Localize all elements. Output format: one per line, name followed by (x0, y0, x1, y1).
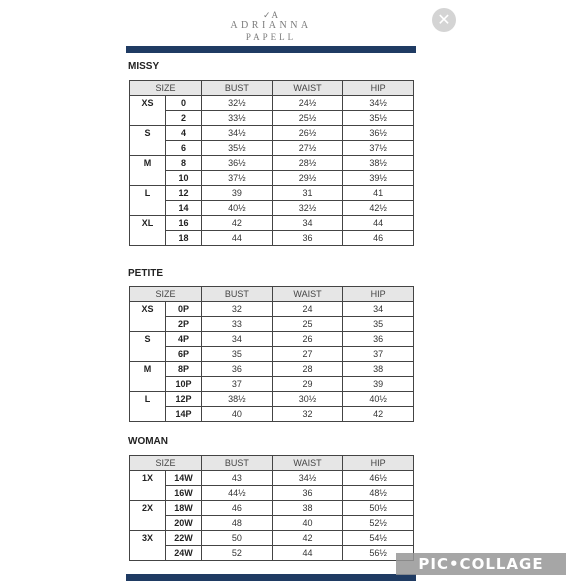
bust-cell: 42 (202, 216, 273, 231)
table-row (130, 392, 414, 407)
hip-cell: 46 (343, 231, 414, 246)
table-row (130, 362, 414, 377)
letter-size-cell (130, 317, 166, 332)
hip-cell: 39½ (343, 171, 414, 186)
brand-mark: ✓A (262, 10, 280, 20)
brand-name-line2: PAPELL (245, 32, 297, 42)
numeric-size-cell: 20W (166, 516, 202, 531)
numeric-size-cell: 0 (166, 96, 202, 111)
table-row (130, 186, 414, 201)
waist-cell: 29 (272, 377, 343, 392)
numeric-size-cell: 8 (166, 156, 202, 171)
table-row (130, 546, 414, 561)
letter-size-cell (130, 347, 166, 362)
table-row (130, 407, 414, 422)
letter-size-cell: M (130, 362, 166, 377)
header-size: SIZE (130, 287, 202, 302)
header-bust: BUST (202, 456, 273, 471)
table-row (130, 471, 414, 486)
letter-size-cell (130, 141, 166, 156)
bust-cell: 52 (202, 546, 273, 561)
bust-cell: 40½ (202, 201, 273, 216)
bust-cell: 50 (202, 531, 273, 546)
size-chart-sheet (126, 0, 416, 580)
table-row (130, 231, 414, 246)
woman-size-table (129, 455, 414, 561)
waist-cell: 40 (272, 516, 343, 531)
petite-size-table (129, 286, 414, 422)
numeric-size-cell: 2P (166, 317, 202, 332)
waist-cell: 25 (272, 317, 343, 332)
waist-cell: 26 (272, 332, 343, 347)
hip-cell: 37½ (343, 141, 414, 156)
hip-cell: 34 (343, 302, 414, 317)
waist-cell: 29½ (272, 171, 343, 186)
waist-cell: 42 (272, 531, 343, 546)
bust-cell: 32½ (202, 96, 273, 111)
header-bust: BUST (202, 287, 273, 302)
header-size: SIZE (130, 81, 202, 96)
letter-size-cell (130, 486, 166, 501)
table-row (130, 531, 414, 546)
table-row (130, 201, 414, 216)
bust-cell: 33 (202, 317, 273, 332)
table-row (130, 302, 414, 317)
brand-logo (126, 10, 416, 42)
waist-cell: 34 (272, 216, 343, 231)
letter-size-cell (130, 111, 166, 126)
hip-cell: 44 (343, 216, 414, 231)
hip-cell: 39 (343, 377, 414, 392)
table-row (130, 516, 414, 531)
hip-cell: 41 (343, 186, 414, 201)
table-header-row (130, 287, 414, 302)
letter-size-cell: 3X (130, 531, 166, 546)
close-icon[interactable]: ✕ (432, 8, 456, 32)
letter-size-cell: XS (130, 96, 166, 111)
waist-cell: 24 (272, 302, 343, 317)
pic-collage-watermark: PIC•COLLAGE (396, 553, 566, 575)
table-row (130, 501, 414, 516)
table-row (130, 111, 414, 126)
table-header-row (130, 81, 414, 96)
letter-size-cell: XL (130, 216, 166, 231)
letter-size-cell (130, 407, 166, 422)
bust-cell: 37 (202, 377, 273, 392)
numeric-size-cell: 4P (166, 332, 202, 347)
bust-cell: 34 (202, 332, 273, 347)
waist-cell: 30½ (272, 392, 343, 407)
numeric-size-cell: 18 (166, 231, 202, 246)
bust-cell: 44½ (202, 486, 273, 501)
bust-cell: 37½ (202, 171, 273, 186)
hip-cell: 56½ (343, 546, 414, 561)
bust-cell: 43 (202, 471, 273, 486)
hip-cell: 37 (343, 347, 414, 362)
numeric-size-cell: 12 (166, 186, 202, 201)
header-size: SIZE (130, 456, 202, 471)
brand-name-line1: ADRIANNA (230, 20, 312, 31)
top-divider-bar (126, 46, 416, 53)
table-row (130, 486, 414, 501)
hip-cell: 42 (343, 407, 414, 422)
letter-size-cell (130, 231, 166, 246)
header-hip: HIP (343, 456, 414, 471)
letter-size-cell: S (130, 332, 166, 347)
letter-size-cell: 1X (130, 471, 166, 486)
numeric-size-cell: 14P (166, 407, 202, 422)
hip-cell: 46½ (343, 471, 414, 486)
bust-cell: 40 (202, 407, 273, 422)
waist-cell: 44 (272, 546, 343, 561)
bust-cell: 33½ (202, 111, 273, 126)
header-hip: HIP (343, 81, 414, 96)
hip-cell: 34½ (343, 96, 414, 111)
bust-cell: 35 (202, 347, 273, 362)
bust-cell: 32 (202, 302, 273, 317)
hip-cell: 40½ (343, 392, 414, 407)
numeric-size-cell: 6 (166, 141, 202, 156)
numeric-size-cell: 10 (166, 171, 202, 186)
hip-cell: 48½ (343, 486, 414, 501)
table-row (130, 332, 414, 347)
numeric-size-cell: 16 (166, 216, 202, 231)
bust-cell: 36 (202, 362, 273, 377)
waist-cell: 28 (272, 362, 343, 377)
table-row (130, 216, 414, 231)
letter-size-cell: XS (130, 302, 166, 317)
letter-size-cell (130, 377, 166, 392)
letter-size-cell: M (130, 156, 166, 171)
waist-cell: 27½ (272, 141, 343, 156)
table-row (130, 377, 414, 392)
table-row (130, 347, 414, 362)
numeric-size-cell: 0P (166, 302, 202, 317)
hip-cell: 35 (343, 317, 414, 332)
waist-cell: 32 (272, 407, 343, 422)
hip-cell: 54½ (343, 531, 414, 546)
bust-cell: 44 (202, 231, 273, 246)
hip-cell: 52½ (343, 516, 414, 531)
hip-cell: 35½ (343, 111, 414, 126)
waist-cell: 32½ (272, 201, 343, 216)
waist-cell: 24½ (272, 96, 343, 111)
hip-cell: 42½ (343, 201, 414, 216)
numeric-size-cell: 22W (166, 531, 202, 546)
numeric-size-cell: 8P (166, 362, 202, 377)
table-row (130, 171, 414, 186)
bust-cell: 38½ (202, 392, 273, 407)
header-waist: WAIST (272, 456, 343, 471)
waist-cell: 31 (272, 186, 343, 201)
hip-cell: 38½ (343, 156, 414, 171)
numeric-size-cell: 4 (166, 126, 202, 141)
letter-size-cell: S (130, 126, 166, 141)
bust-cell: 35½ (202, 141, 273, 156)
numeric-size-cell: 6P (166, 347, 202, 362)
waist-cell: 36 (272, 486, 343, 501)
letter-size-cell (130, 171, 166, 186)
letter-size-cell: 2X (130, 501, 166, 516)
missy-size-table (129, 80, 414, 246)
section-title-woman: WOMAN (128, 436, 168, 447)
bust-cell: 39 (202, 186, 273, 201)
hip-cell: 36½ (343, 126, 414, 141)
section-title-petite: PETITE (128, 268, 164, 279)
table-row (130, 141, 414, 156)
letter-size-cell (130, 546, 166, 561)
table-row (130, 317, 414, 332)
waist-cell: 27 (272, 347, 343, 362)
waist-cell: 26½ (272, 126, 343, 141)
header-waist: WAIST (272, 81, 343, 96)
letter-size-cell: L (130, 186, 166, 201)
table-row (130, 96, 414, 111)
waist-cell: 38 (272, 501, 343, 516)
numeric-size-cell: 14 (166, 201, 202, 216)
numeric-size-cell: 14W (166, 471, 202, 486)
letter-size-cell (130, 201, 166, 216)
waist-cell: 36 (272, 231, 343, 246)
bust-cell: 34½ (202, 126, 273, 141)
hip-cell: 36 (343, 332, 414, 347)
waist-cell: 34½ (272, 471, 343, 486)
bust-cell: 46 (202, 501, 273, 516)
waist-cell: 25½ (272, 111, 343, 126)
numeric-size-cell: 18W (166, 501, 202, 516)
numeric-size-cell: 2 (166, 111, 202, 126)
table-header-row (130, 456, 414, 471)
numeric-size-cell: 24W (166, 546, 202, 561)
waist-cell: 28½ (272, 156, 343, 171)
table-row (130, 156, 414, 171)
header-waist: WAIST (272, 287, 343, 302)
numeric-size-cell: 12P (166, 392, 202, 407)
hip-cell: 38 (343, 362, 414, 377)
bust-cell: 36½ (202, 156, 273, 171)
letter-size-cell (130, 516, 166, 531)
section-title-missy: MISSY (128, 61, 160, 72)
numeric-size-cell: 16W (166, 486, 202, 501)
header-hip: HIP (343, 287, 414, 302)
hip-cell: 50½ (343, 501, 414, 516)
numeric-size-cell: 10P (166, 377, 202, 392)
table-row (130, 126, 414, 141)
bust-cell: 48 (202, 516, 273, 531)
header-bust: BUST (202, 81, 273, 96)
letter-size-cell: L (130, 392, 166, 407)
